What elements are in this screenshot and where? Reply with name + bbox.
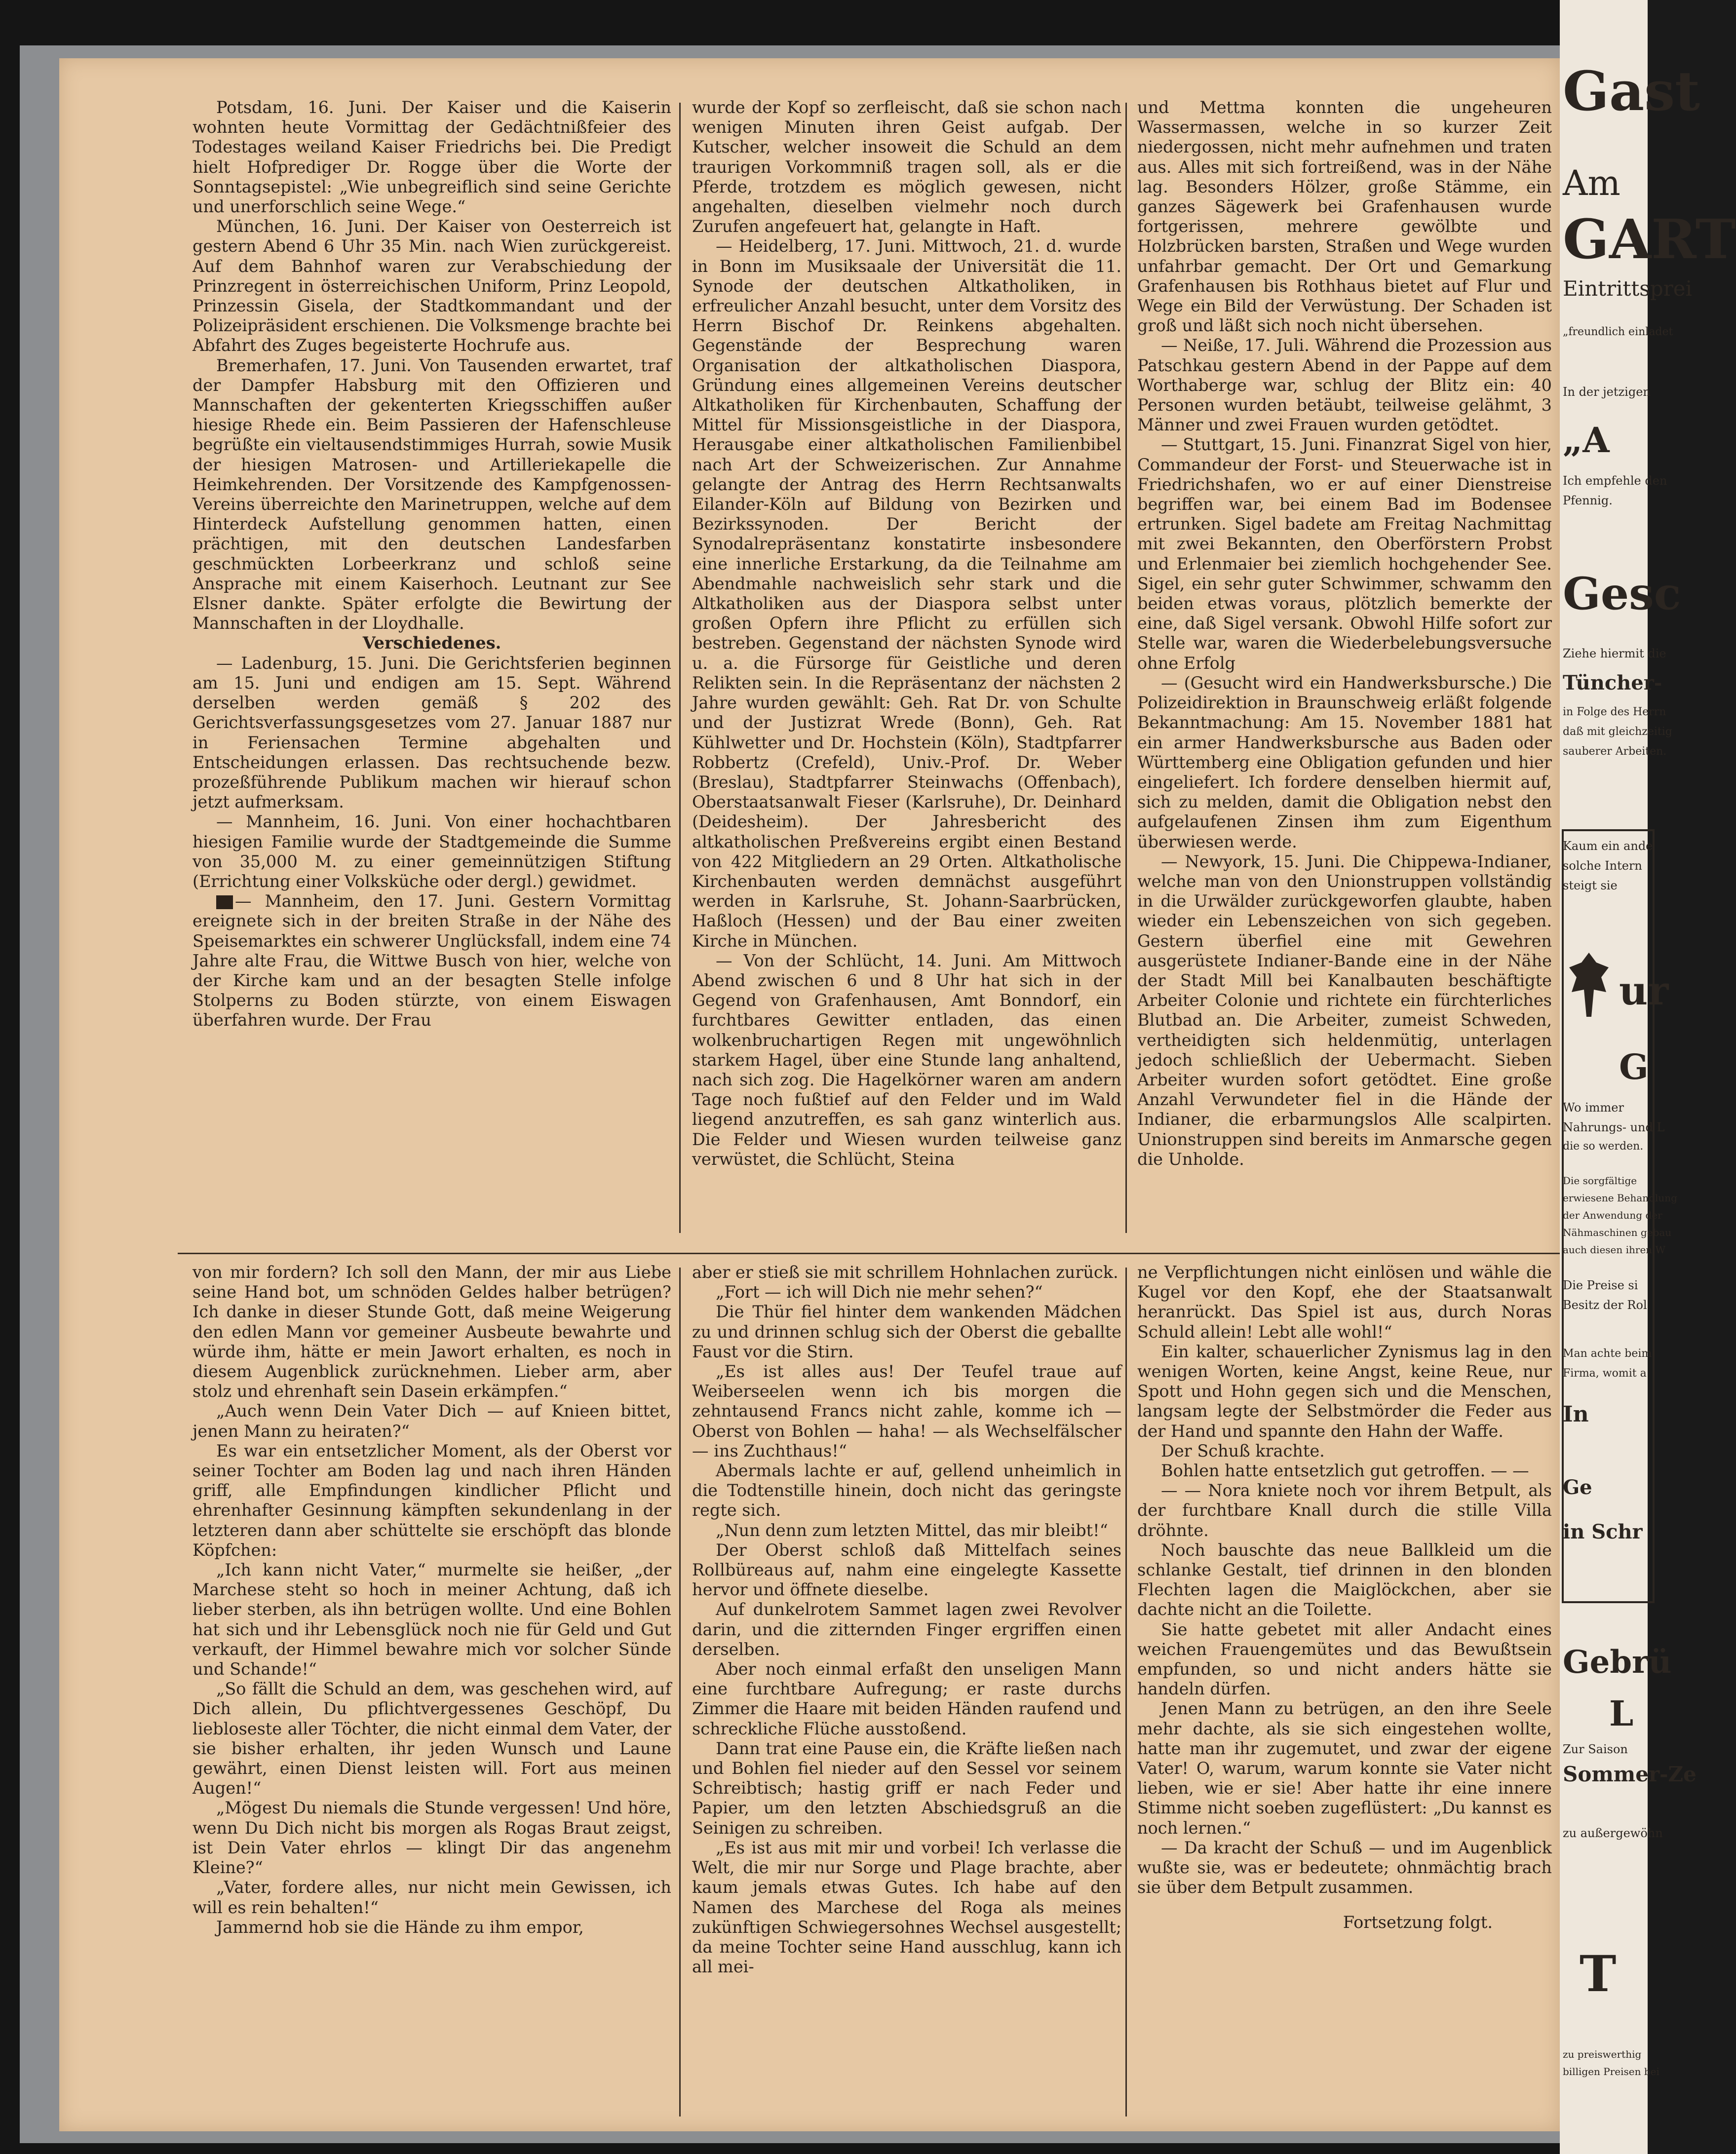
news-item: Potsdam, 16. Juni. Der Kaiser und die Kaiserin wohnten heute Vormittag der Gedächtnißfeier des Todestages weiland Kaiser Friedrichs bei. Die Predigt hielt Hofprediger Dr. Rogge über die Worte der Sonntagsepistel: „Wie unbegreiflich sind seine Gerichte und unerforschlich seine Wege.“ <box>193 98 671 217</box>
story-paragraph: — — Nora kniete noch vor ihrem Betpult, als der furchtbare Knall durch die stille Villa dröhnte. <box>1137 1481 1552 1540</box>
story-paragraph: Die Thür fiel hinter dem wankenden Mädchen zu und drinnen schlug sich der Oberst die geballte Faust vor die Stirn. <box>692 1302 1121 1361</box>
ad-fragment: ur <box>1619 967 1669 1014</box>
story-paragraph: „Es ist aus mit mir und vorbei! Ich verlasse die Welt, die mir nur Sorge und Plage brachte, aber kaum jemals etwas Gutes. Ich habe auf den Namen des Marchese del Roga als meines zukünftigen Schwiegersohnes Wechsel ausgestellt; da meine Tochter seine Hand ausschlug, kann ich all mei- <box>692 1838 1121 1977</box>
news-item: wurde der Kopf so zerfleischt, daß sie schon nach wenigen Minuten ihren Geist aufgab. Der Kutscher, welcher insoweit die Schuld an dem traurigen Vorkommniß tragen soll, als er die Pferde, trotzdem es möglich gewesen, nicht angehalten, dieselben vielmehr noch durch Zurufen angefeuert hat, gelangte in Haft. <box>692 98 1121 236</box>
ad-fragment: In <box>1563 1402 1589 1427</box>
column-rule <box>1125 103 1127 1233</box>
news-column-1 <box>193 98 671 1031</box>
ad-fragment: Ziehe hiermit die <box>1563 647 1666 660</box>
section-marker-icon <box>216 895 233 909</box>
story-paragraph: — Da kracht der Schuß — und im Augenblick wußte sie, was er bedeutete; ohnmächtig brach sie über dem Betpult zusammen. <box>1137 1838 1552 1897</box>
news-item: — Mannheim, den 17. Juni. Gestern Vormittag ereignete sich in der breiten Straße in der Nähe des Speisemarktes ein schwerer Unglücksfall, indem eine 74 Jahre alte Frau, die Wittwe Busch von hier, welche von der Kirche kam und an der besagten Stelle infolge Stolperns zu Boden stürzte, von einem Eiswagen überfahren wurde. Der Frau <box>193 891 671 1030</box>
ad-fragment: Zur Saison <box>1563 1742 1628 1756</box>
news-item: München, 16. Juni. Der Kaiser von Oesterreich ist gestern Abend 6 Uhr 35 Min. nach Wien zurückgereist. Auf dem Bahnhof waren zur Verabschiedung der Prinzregent in österreichischen Uniform, Prinz Leopold, Prinzessin Gisela, der Stadtkommandant und der Polizeipräsident erschienen. Die Volksmenge brachte bei Abfahrt des Zuges begeisterte Hochrufe aus. <box>193 217 671 355</box>
story-paragraph: Der Oberst schloß daß Mittelfach seines Rollbüreaus auf, nahm eine eingelegte Kassette hervor und öffnete dieselbe. <box>692 1540 1121 1600</box>
ad-fragment: Gesc <box>1563 568 1681 620</box>
ad-fragment: Ge <box>1563 1476 1592 1499</box>
ad-fragment: steigt sie <box>1563 879 1618 892</box>
story-paragraph: ne Verpflichtungen nicht einlösen und wähle die Kugel vor den Kopf, ehe der Staatsanwalt heranrückt. Das Spiel ist aus, durch Noras Schuld allein! Lebt alle wohl!“ <box>1137 1263 1552 1342</box>
story-paragraph: Jammernd hob sie die Hände zu ihm empor, <box>216 1917 584 1937</box>
story-paragraph: „Auch wenn Dein Vater Dich — auf Knieen bittet, jenen Mann zu heiraten?“ <box>193 1401 671 1441</box>
ad-fragment: Ich empfehle den <box>1563 474 1667 488</box>
ad-fragment: In der jetzigen <box>1563 385 1651 399</box>
ad-fragment: zu preiswerthig <box>1563 2048 1642 2060</box>
story-paragraph: Es war ein entsetzlicher Moment, als der Oberst vor seiner Tochter am Boden lag und nach ihren Händen griff, alle Empfindungen kindlicher Pflicht und ehrenhafter Gesinnung kämpften sekundenlang in der letzteren dann aber schüttelte sie erschöpft das blonde Köpfchen: <box>193 1441 671 1560</box>
continued-note: Fortsetzung folgt. <box>1343 1912 1493 1932</box>
ad-fragment: daß mit gleichzeitig <box>1563 726 1672 738</box>
ad-fragment: G <box>1619 1046 1649 1087</box>
news-item: — Newyork, 15. Juni. Die Chippewa-Indianer, welche man von den Unionstruppen vollständig in die Urwälder zurückgeworfen glaubte, haben wieder ein Lebenszeichen von sich gegeben. Gestern überfiel eine mit Gewehren ausgerüstete Indianer-Bande eine in der Nähe der Stadt Mill bei Kanalbauten beschäftigte Arbeiter Colonie und richtete ein fürchterliches Blutbad an. Die Arbeiter, zumeist Schweden, vertheidigten sich heldenmütig, unterlagen jedoch schließlich der Uebermacht. Sieben Arbeiter wurden sofort getödtet. Eine große Anzahl Verwundeter fiel in die Hände der Indianer, die erbarmungslos Alle scalpirten. Unionstruppen sind bereits im Anmarsche gegen die Unholde. <box>1137 851 1552 1169</box>
ad-fragment: auch diesen ihren W <box>1563 1244 1666 1256</box>
column-rule <box>1125 1268 1127 2116</box>
ad-fragment: Wo immer <box>1563 1101 1624 1115</box>
ad-fragment: in Schr <box>1563 1520 1643 1543</box>
ad-fragment: Die sorgfältige <box>1563 1175 1637 1187</box>
column-rule <box>679 1268 681 2116</box>
story-paragraph: Sie hatte gebetet mit aller Andacht eines weichen Frauengemütes und das Bewußtsein empfunden, so und nicht anders hätte sie handeln dürfen. <box>1137 1619 1552 1699</box>
news-column-2 <box>692 98 1121 1169</box>
news-item: — Ladenburg, 15. Juni. Die Gerichtsferien beginnen am 15. Juni und endigen am 15. Sept. Während derselben werden gemäß § 202 des Gerichtsverfassungsgesetzes vom 27. Januar 1887 nur in Feriensachen Termine abgehalten und Entscheidungen erlassen. Das rechtsuchende bezw. prozeßführende Publikum machen wir hierauf schon jetzt aufmerksam. <box>193 653 671 812</box>
news-item: — Mannheim, 16. Juni. Von einer hochachtbaren hiesigen Familie wurde der Stadtgemeinde die Summe von 35,000 M. zu einer gemeinnützigen Stiftung (Errichtung einer Volksküche oder dergl.) gewidmet. <box>193 812 671 891</box>
story-paragraph: Noch bauschte das neue Ballkleid um die schlanke Gestalt, tief drinnen in den blonden Flechten lagen die Maiglöckchen, aber sie dachte nicht an die Toilette. <box>1137 1540 1552 1619</box>
story-paragraph: „Vater, fordere alles, nur nicht mein Gewissen, ich will es rein behalten!“ <box>193 1878 671 1917</box>
ad-fragment: Sommer-Ze <box>1563 1762 1697 1786</box>
ad-fragment: T <box>1580 1945 1617 2003</box>
story-paragraph: „So fällt die Schuld an dem, was geschehen wird, auf Dich allein, Du pflichtvergessenes Geschöpf, Du liebloseste aller Töchter, die nicht einmal dem Vater, der sie bisher erhalten, ihr jeden Wunsch und Laune gewährt, einen Dienst leisten will. Fort aus meinen Augen!“ <box>193 1679 671 1798</box>
story-paragraph: „Es ist alles aus! Der Teufel traue auf Weiberseelen wenn ich bis morgen die zehntausend Francs nicht zahle, komme ich — Oberst von Bohlen — haha! — als Wechselfälscher — ins Zuchthaus!“ <box>692 1362 1121 1461</box>
story-paragraph: aber er stieß sie mit schrillem Hohnlachen zurück. <box>692 1263 1119 1282</box>
ad-fragment: Gast <box>1563 59 1700 123</box>
adjacent-page-strip <box>1560 0 1736 2154</box>
ad-fragment: Am <box>1563 163 1620 203</box>
story-paragraph: „Mögest Du niemals die Stunde vergessen! Und höre, wenn Du Dich nicht bis morgen als Rogas Braut zeigst, ist Dein Vater ehrlos — klingt Dir das angenehm Kleine?“ <box>193 1798 671 1878</box>
ad-fragment: Eintrittsprei <box>1563 276 1693 301</box>
ad-fragment: der Anwendung der <box>1563 1209 1662 1221</box>
story-paragraph: „Fort — ich will Dich nie mehr sehen?“ <box>716 1282 1043 1302</box>
story-column-3 <box>1137 1263 1552 1932</box>
story-paragraph: „Nun denn zum letzten Mittel, das mir bleibt!“ <box>716 1520 1108 1540</box>
eagle-emblem-icon <box>1567 948 1611 1022</box>
news-item: — Stuttgart, 15. Juni. Finanzrat Sigel von hier, Commandeur der Forst- und Steuerwache ist in Friedrichshafen, wo er auf einer Dienstreise begriffen war, bei einem Bad im Bodensee ertrunken. Sigel badete am Freitag Nachmittag mit zwei Bekannten, den Oberförstern Probst und Erlenmaier bei ziemlich hochgehender See. Sigel, ein sehr guter Schwimmer, schwamm den beiden etwas voraus, plötzlich bemerkte der eine, daß Sigel versank. Obwohl Hilfe sofort zur Stelle war, waren die Wiederbelebungsversuche ohne Erfolg <box>1137 435 1552 673</box>
ad-fragment: zu außergewöhn <box>1563 1826 1663 1840</box>
story-paragraph: Dann trat eine Pause ein, die Kräfte ließen nach und Bohlen fiel nieder auf den Sessel vor seinem Schreibtisch; hastig griff er nach Feder und Papier, um den letzten Abschiedsgruß an die Seinigen zu schreiben. <box>692 1738 1121 1838</box>
news-item: — Neiße, 17. Juli. Während die Prozession aus Patschkau gestern Abend in der Pappe auf dem Worthaberge war, schlug der Blitz ein: 40 Personen wurden betäubt, teilweise gelähmt, 3 Männer und zwei Frauen wurden getödtet. <box>1137 336 1552 435</box>
ad-fragment: Nähmaschinen gebau <box>1563 1227 1672 1238</box>
ad-fragment: erwiesene Behandlung <box>1563 1192 1677 1204</box>
news-column-3 <box>1137 98 1552 1169</box>
ad-fragment: Pfennig. <box>1563 494 1613 507</box>
story-paragraph: „Ich kann nicht Vater,“ murmelte sie heißer, „der Marchese steht so hoch in meiner Achtung, daß ich lieber sterben, als ihn betrügen wollte. Und eine Bohlen hat sich und ihr Lebensglück noch nie für Geld und Gut verkauft, der Himmel bewahre mich vor solcher Sünde und Schande!“ <box>193 1560 671 1679</box>
news-item: — Von der Schlücht, 14. Juni. Am Mittwoch Abend zwischen 6 und 8 Uhr hat sich in der Gegend von Grafenhausen, Amt Bonndorf, ein furchtbares Gewitter entladen, das einen wolkenbruchartigen Regen mit ungewöhnlich starkem Hagel, über eine Stunde lang anhaltend, nach sich zog. Die Hagelkörner waren am andern Tage noch fußtief auf den Felder und im Wald liegend anzutreffen, es sah ganz winterlich aus. Die Felder und Wiesen wurden teilweise ganz verwüstet, die Schlücht, Steina <box>692 951 1121 1169</box>
ad-fragment: „freundlich einladet <box>1563 326 1673 338</box>
ad-fragment: GART <box>1563 207 1736 271</box>
ad-fragment: die so werden. <box>1563 1140 1644 1153</box>
story-column-1 <box>193 1263 671 1937</box>
story-paragraph: Jenen Mann zu betrügen, an den ihre Seele mehr dachte, als sie sich eingestehen wollte, hatte man ihr zugemutet, und zwar der eigene Vater! O, warum, warum konnte sie Vater nicht lieben, wie er sie! Aber hatte ihr eine innere Stimme nicht soeben zugeflüstert: „Du kannst es noch lernen.“ <box>1137 1699 1552 1838</box>
story-paragraph: Bohlen hatte entsetzlich gut getroffen. — — <box>1161 1461 1529 1481</box>
story-paragraph: Abermals lachte er auf, gellend unheimlich in die Todtenstille hinein, doch nicht das geringste regte sich. <box>692 1461 1121 1520</box>
section-heading: Verschiedenes. <box>362 633 502 653</box>
story-column-2 <box>692 1263 1121 1977</box>
ad-fragment: Man achte beim <box>1563 1347 1652 1360</box>
news-item: und Mettma konnten die ungeheuren Wassermassen, welche in so kurzer Zeit niedergossen, nicht mehr aufnehmen und traten aus. Alles mit sich fortreißend, was in der Nähe lag. Besonders Hölzer, große Stämme, ein ganzes Sägewerk bei Grafenhausen wurde fortgerissen, mehrere gewölbte und Holzbrücken barsten, Straßen und Wege wurden unfahrbar gemacht. Der Ort und Gemarkung Grafenhausen bis Rothhaus bietet auf Flur und Wege ein Bild der Verwüstung. Der Schaden ist groß und läßt sich noch nicht übersehen. <box>1137 98 1552 336</box>
ad-fragment: sauberer Arbeiten. <box>1563 745 1667 758</box>
story-paragraph: Ein kalter, schauerlicher Zynismus lag in den wenigen Worten, keine Angst, keine Reue, nur Spott und Hohn gegen sich und die Menschen, langsam legte der Selbstmörder die Feder aus der Hand und spannte den Hahn der Waffe. <box>1137 1342 1552 1441</box>
ad-fragment: billigen Preisen bei <box>1563 2066 1659 2077</box>
story-paragraph: Auf dunkelrotem Sammet lagen zwei Revolver darin, und die zitternden Finger ergriffen einen derselben. <box>692 1600 1121 1659</box>
ad-fragment: „A <box>1563 420 1610 461</box>
ad-fragment: L <box>1609 1693 1634 1734</box>
ad-fragment: Tüncher- <box>1563 671 1662 694</box>
ad-fragment: in Folge des Herrn <box>1563 706 1666 718</box>
news-item: — Heidelberg, 17. Juni. Mittwoch, 21. d. wurde in Bonn im Musiksaale der Universität die 11. Synode der deutschen Altkatholiken, in erfreulicher Anzahl besucht, unter dem Vorsitz des Herrn Bischof Dr. Reinkens abgehalten. Gegenstände der Besprechung waren Organisation der altkatholischen Diaspora, Gründung eines allgemeinen Vereins deutscher Altkatholiken für Kirchenbauten, Schaffung der Mittel für Missionsgeistliche in der Diaspora, Herausgabe einer altkatholischen Familienbibel nach Art der Schweizerischen. Zur Annahme gelangte der Antrag des Herrn Rechtsanwalts Eilander-Köln auf Bildung von Bezirken und Bezirkssynoden. Der Bericht der Synodalrepräsentanz konstatirte insbesondere eine innerliche Erstarkung, da die Teilnahme am Abendmahle nachweislich sehr stark und die Altkatholiken aus der Diaspora selbst unter großen Opfern ihre Pflicht zu erfüllen sich bestreben. Gegenstand der nächsten Synode wird u. a. die Fürsorge für Geistliche und deren Relikten sein. In die Repräsentanz der nächsten 2 Jahre wurden gewählt: Geh. Rat Dr. von Schulte und der Justizrat Wrede (Bonn), Geh. Rat Kühlwetter und Dr. Hochstein (Köln), Stadtpfarrer Robbertz (Crefeld), Univ.-Prof. Dr. Weber (Breslau), Stadtpfarrer Steinwachs (Offenbach), Oberstaatsanwalt Fieser (Karlsruhe), Dr. Deinhard (Deidesheim). Der Jahresbericht des altkatholischen Preßvereins ergibt einen Bestand von 422 Mitgliedern an 29 Orten. Altkatholische Kirchenbauten werden demnächst ausgeführt werden in Karlsruhe, St. Johann-Saarbrücken, Haßloch (Hessen) und der Bau einer zweiten Kirche in München. <box>692 236 1121 951</box>
story-paragraph: von mir fordern? Ich soll den Mann, der mir aus Liebe seine Hand bot, um schnöden Geldes halber betrügen? Ich danke in dieser Stunde Gott, daß meine Weigerung den edlen Mann vor gemeiner Ausbeute bewahrte und würde ihm, hätte er mein Jawort erhalten, es noch in diesem Augenblick zurücknehmen. Lieber arm, aber stolz und ehrenhaft sein Dasein erkämpfen.“ <box>193 1263 671 1401</box>
story-paragraph: Aber noch einmal erfaßt den unseligen Mann eine furchtbare Aufregung; er raste durchs Zimmer die Haare mit beiden Händen raufend und schreckliche Flüche ausstoßend. <box>692 1659 1121 1738</box>
ad-fragment: Nahrungs- und L <box>1563 1120 1665 1134</box>
section-divider <box>178 1253 1560 1254</box>
ad-fragment: Gebrü <box>1563 1644 1672 1681</box>
story-paragraph: Der Schuß krachte. <box>1161 1441 1325 1461</box>
newspaper-page <box>59 58 1560 2131</box>
ad-fragment: Besitz der Rol <box>1563 1298 1647 1312</box>
ad-fragment: Die Preise si <box>1563 1278 1638 1292</box>
ad-fragment: Firma, womit a <box>1563 1367 1647 1380</box>
column-rule <box>679 103 681 1233</box>
news-item: — (Gesucht wird ein Handwerksbursche.) Die Polizeidirektion in Braunschweig erläßt folgende Bekanntmachung: Am 15. November 1881 hat ein armer Handwerksbursche aus Baden oder Württemberg eine Obligation gefunden und hier eingeliefert. Ich fordere denselben hiermit auf, sich zu melden, damit die Obligation nebst den aufgelaufenen Zinsen ihm zum Eigenthum überwiesen werde. <box>1137 673 1552 851</box>
news-item: Bremerhafen, 17. Juni. Von Tausenden erwartet, traf der Dampfer Habsburg mit den Offizieren und Mannschaften der gekenterten Kriegsschiffen außer hiesige Rhede ein. Beim Passieren der Hafenschleuse begrüßte ein vieltausendstimmiges Hurrah, sowie Musik der hiesigen Matrosen- und Artilleriekapelle die Heimkehrenden. Der Vorsitzende des Kampfgenossen-Vereins überreichte den Marinetruppen, welche auf dem Hinterdeck Aufstellung genommen hatten, einen prächtigen, mit den deutschen Landesfarben geschmückten Lorbeerkranz und schloß seine Ansprache mit einem Kaiserhoch. Leutnant zur See Elsner dankte. Später erfolgte die Bewirtung der Mannschaften in der Lloydhalle. <box>193 355 671 633</box>
ad-fragment: Kaum ein ande <box>1563 839 1653 853</box>
ad-fragment: solche Intern <box>1563 859 1642 873</box>
